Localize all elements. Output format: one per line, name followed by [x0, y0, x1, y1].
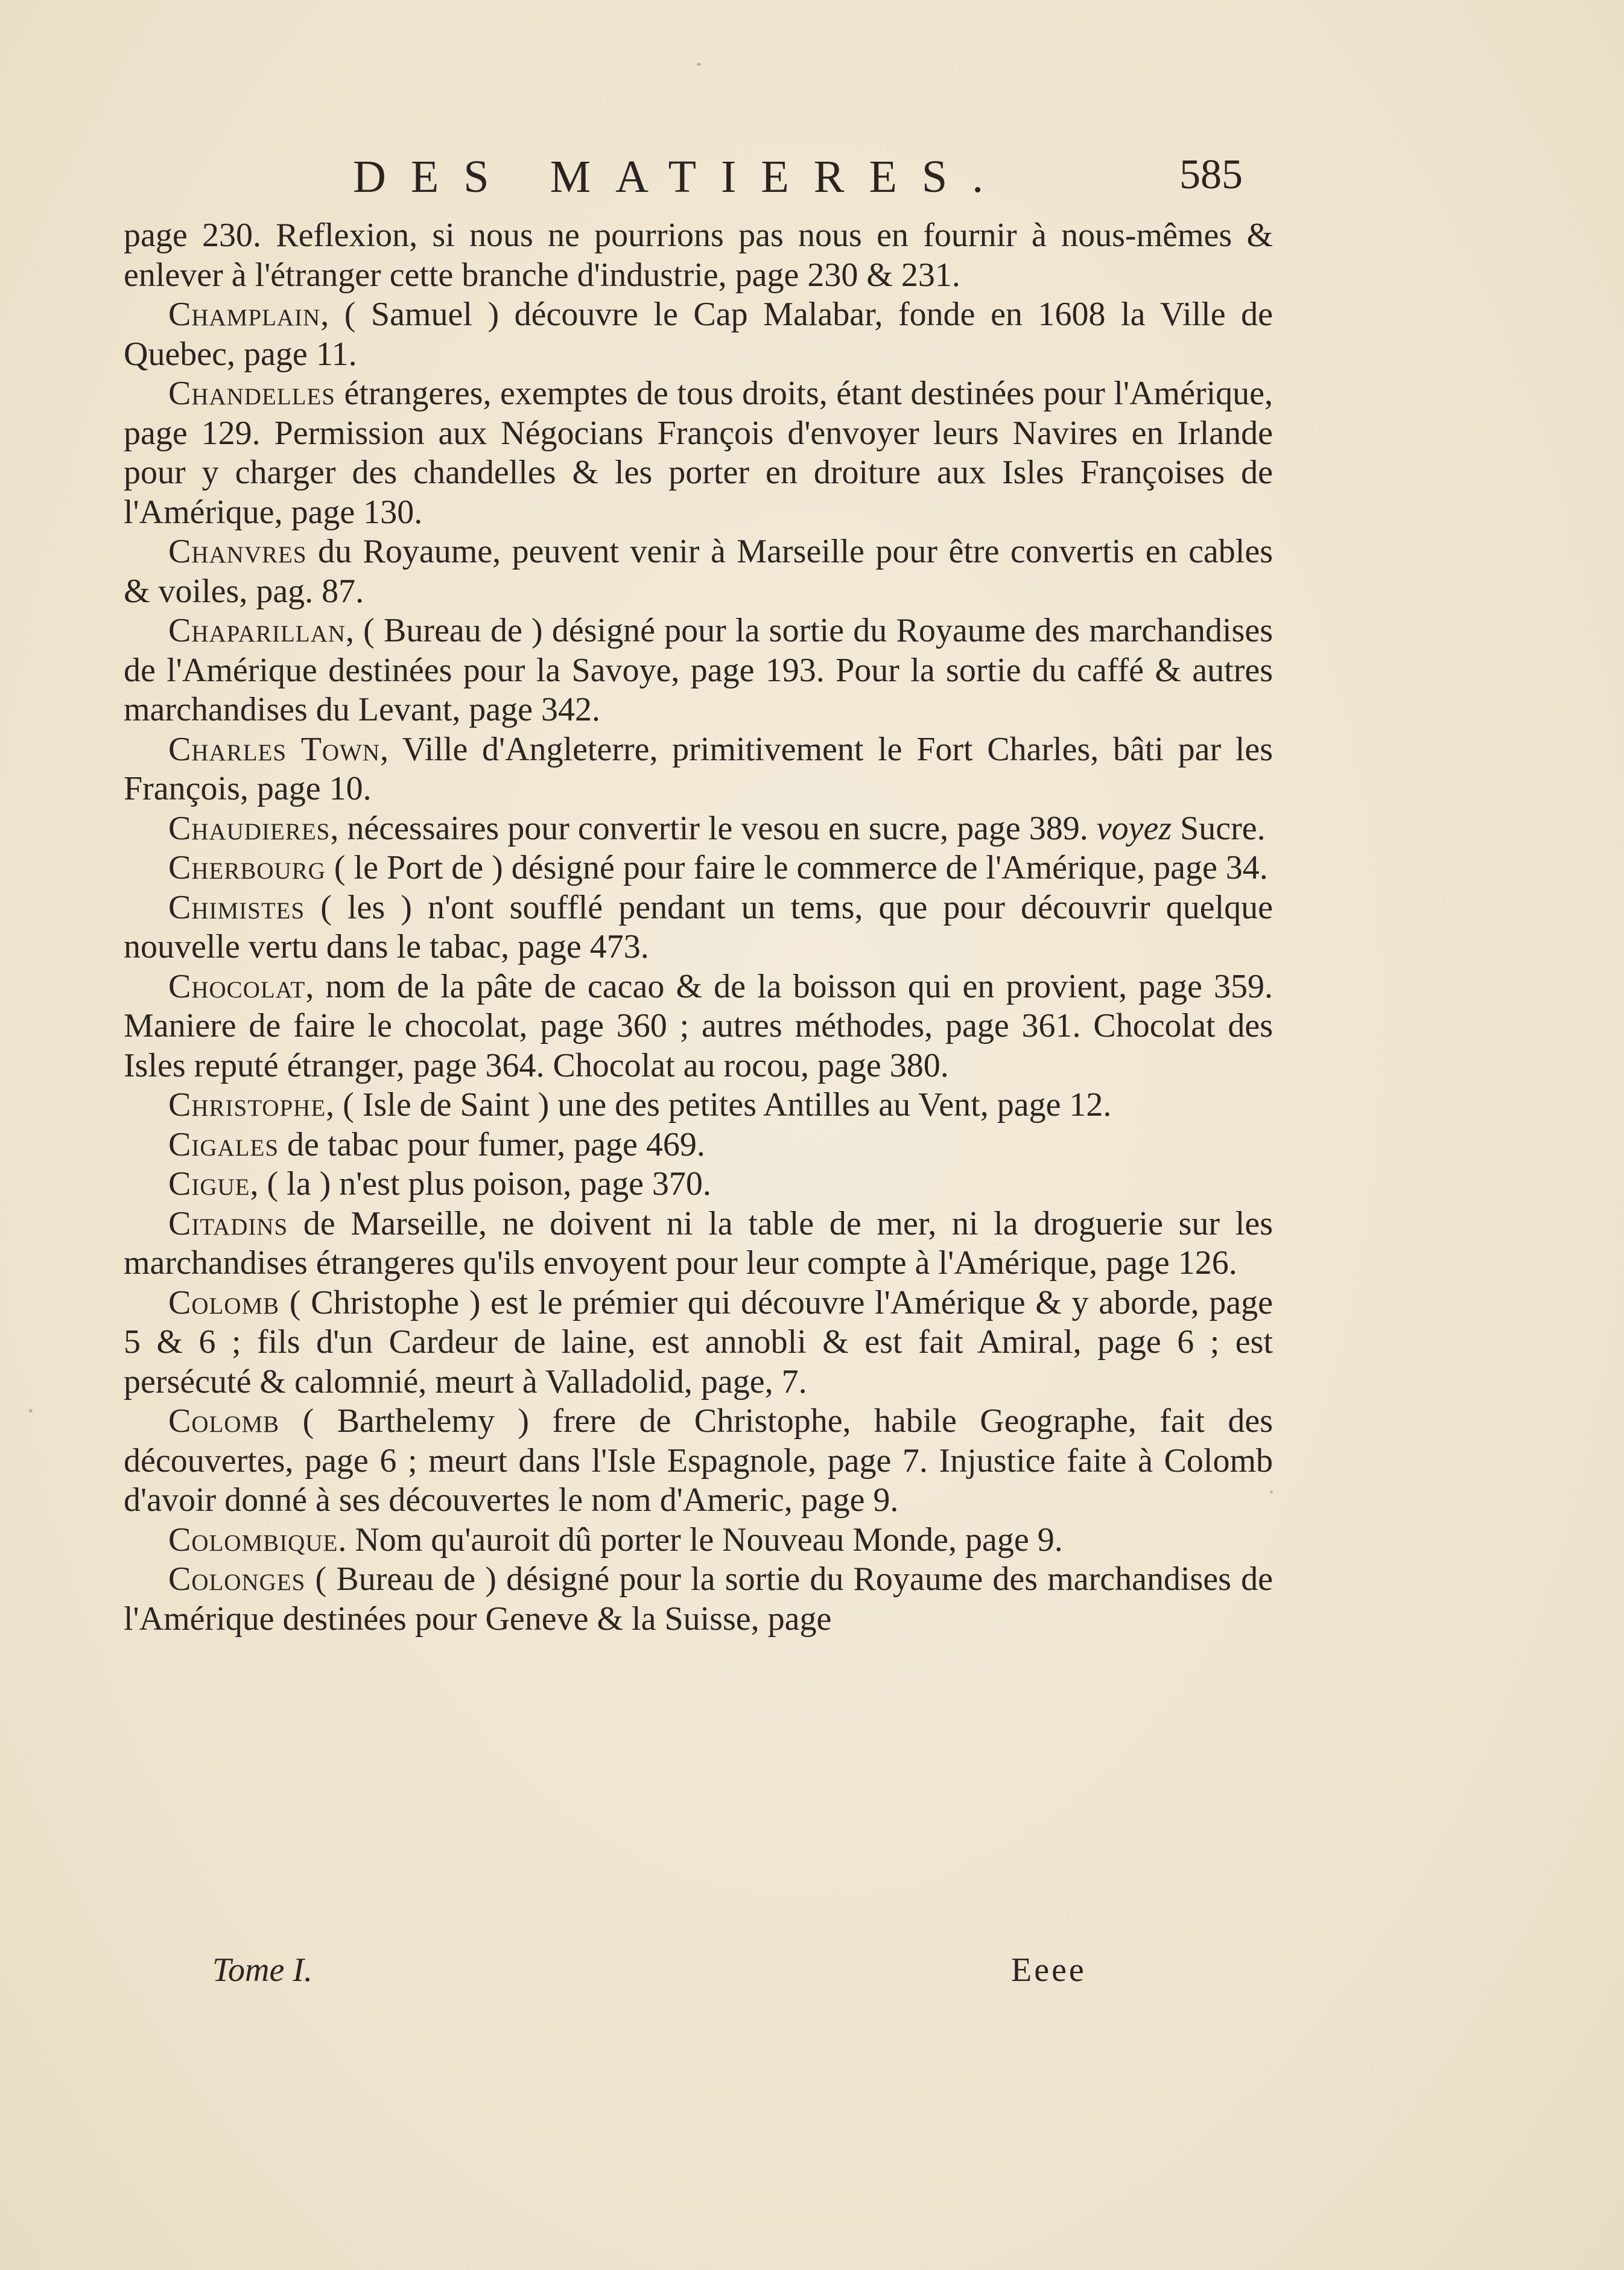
- entry-text: , ( Bureau de ) désigné pour la sortie du Royaume des marchandises de l'Amérique destinées pour la Savoye, page 193. Pour la sortie du caffé & autres marchandises du Levant, page 342.: [124, 612, 1273, 728]
- index-entry: [124, 1283, 1273, 1402]
- page-number: 585: [1179, 151, 1243, 198]
- signature-mark: Eeee: [1011, 1951, 1086, 1989]
- index-entry: [124, 1402, 1273, 1521]
- entry-keyword: Citadins: [168, 1204, 288, 1242]
- index-entry: [124, 967, 1273, 1086]
- entry-text: de tabac pour fumer, page 469.: [279, 1125, 705, 1163]
- entry-text: de Marseille, ne doivent ni la table de mer, ni la droguerie sur les marchandises étrangeres qu'ils envoyent pour leur compte à l'Amérique, page 126.: [124, 1204, 1273, 1282]
- entry-text: . Nom qu'auroit dû porter le Nouveau Monde, page 9.: [338, 1521, 1063, 1559]
- entry-keyword: Colonges: [168, 1560, 306, 1598]
- entry-keyword: Chimistes: [168, 888, 305, 926]
- index-entry: [124, 888, 1273, 967]
- entry-keyword: Champlain: [168, 296, 321, 333]
- index-entry: [124, 216, 1273, 295]
- page-footer: [0, 1951, 1624, 1999]
- entry-keyword: Cherbourg: [168, 849, 326, 886]
- entry-text: , ( Isle de Saint ) une des petites Antilles au Vent, page 12.: [326, 1086, 1112, 1124]
- entry-text: ( le Port de ) désigné pour faire le commerce de l'Amérique, page 34.: [325, 849, 1268, 886]
- entry-keyword: Cigales: [168, 1125, 279, 1163]
- entry-text: ( les ) n'ont soufflé pendant un tems, que pour découvrir quelque nouvelle vertu dans le tabac, page 473.: [124, 888, 1273, 965]
- running-head: [0, 151, 1624, 217]
- index-entry: [124, 1521, 1273, 1560]
- index-entry: [124, 730, 1273, 809]
- entry-text: ( Barthelemy ) frere de Christophe, habile Geographe, fait des découvertes, page 6 ; meurt dans l'Isle Espagnole, page 7. Injustice faite à Colomb d'avoir donné à ses découvertes le nom d'Americ, page 9.: [124, 1402, 1273, 1519]
- entry-keyword: Chocolat: [168, 967, 306, 1005]
- entry-text: ( Christophe ) est le prémier qui découvre l'Amérique & y aborde, page 5 & 6 ; fils d'un Cardeur de laine, est annobli & est fait Amiral, page 6 ; est persécuté & calomnié, meurt à Valladolid, page, 7.: [124, 1283, 1273, 1400]
- entry-keyword: Chaudieres: [168, 809, 331, 847]
- entry-keyword: Cigue: [168, 1165, 250, 1203]
- index-entry: [124, 1086, 1273, 1125]
- index-entry: [124, 295, 1273, 374]
- paper-speck: [1270, 1490, 1273, 1493]
- entry-text: , ( la ) n'est plus poison, page 370.: [250, 1165, 711, 1203]
- entry-keyword: Chaparillan: [168, 612, 346, 649]
- entry-italic-reference: voyez: [1088, 809, 1172, 847]
- running-head-title: DES MATIERES.: [353, 151, 1009, 202]
- entry-keyword: Chandelles: [168, 375, 335, 412]
- index-entry: [124, 611, 1273, 730]
- index-entry: [124, 809, 1273, 849]
- entry-text: du Royaume, peuvent venir à Marseille pour être convertis en cables & voiles, pag. 87.: [124, 533, 1273, 610]
- entry-keyword: Charles Town: [168, 730, 381, 768]
- index-entry: [124, 1125, 1273, 1165]
- index-entry: [124, 1560, 1273, 1639]
- index-entry: [124, 1204, 1273, 1283]
- entry-keyword: Colombique: [168, 1521, 338, 1559]
- index-body: [124, 216, 1273, 1639]
- entry-text: , nom de la pâte de cacao & de la boisson qui en provient, page 359. Maniere de faire le chocolat, page 360 ; autres méthodes, page 361. Chocolat des Isles reputé étranger, page 364. Chocolat au rocou, page 380.: [124, 967, 1273, 1084]
- volume-label: Tome I.: [212, 1951, 312, 1989]
- entry-text: , nécessaires pour convertir le vesou en sucre, page 389.: [330, 809, 1088, 847]
- entry-keyword: Colomb: [168, 1402, 280, 1440]
- index-entry: [124, 532, 1273, 611]
- entry-text: ( Bureau de ) désigné pour la sortie du Royaume des marchandises de l'Amérique destinées pour Geneve & la Suisse, page: [124, 1560, 1273, 1638]
- entry-keyword: Christophe: [168, 1086, 326, 1124]
- entry-text: étrangeres, exemptes de tous droits, étant destinées pour l'Amérique, page 129. Permission aux Négocians François d'envoyer leurs Navires en Irlande pour y charger des chandelles & les porter en droiture aux Isles Françoises de l'Amérique, page 130.: [124, 375, 1273, 531]
- entry-keyword: Chanvres: [168, 533, 307, 570]
- entry-keyword: Colomb: [168, 1283, 280, 1321]
- entry-text: , ( Samuel ) découvre le Cap Malabar, fonde en 1608 la Ville de Quebec, page 11.: [124, 296, 1273, 373]
- paper-speck: [29, 1409, 33, 1413]
- entry-text: , Ville d'Angleterre, primitivement le Fort Charles, bâti par les François, page 10.: [124, 730, 1273, 807]
- index-entry: [124, 1165, 1273, 1204]
- paper-speck: [697, 63, 701, 66]
- entry-text: page 230. Reflexion, si nous ne pourrions pas nous en fournir à nous-mêmes & enlever à l'étranger cette branche d'industrie, page 230 & 231.: [124, 217, 1273, 294]
- entry-text-tail: Sucre.: [1172, 809, 1266, 847]
- index-entry: [124, 374, 1273, 532]
- index-entry: [124, 848, 1273, 888]
